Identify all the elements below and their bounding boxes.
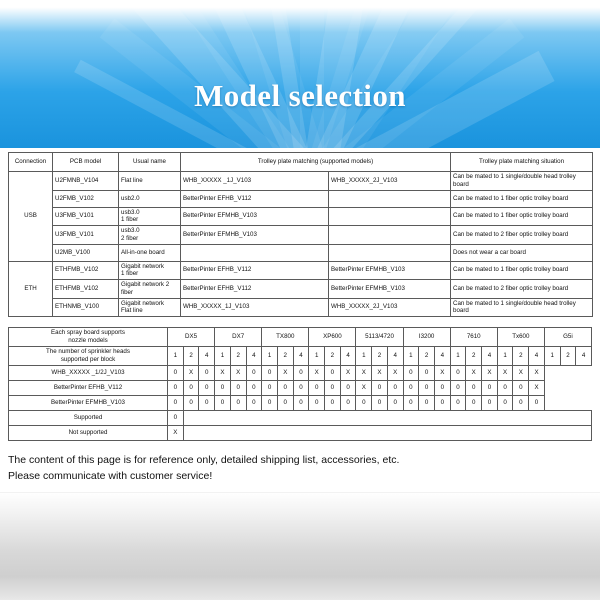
- nozzle-head-header: I3200: [403, 328, 450, 347]
- nozzle-support-table: [8, 327, 592, 441]
- nozzle-cell: 0: [387, 395, 403, 410]
- nozzle-count-header: 1: [450, 347, 466, 366]
- nozzle-head-header: DX5: [168, 328, 215, 347]
- nozzle-count-header: 2: [277, 347, 293, 366]
- nozzle-row-label: WHB_XXXXX _1/2J_V103: [9, 365, 168, 380]
- nozzle-cell: 0: [246, 380, 262, 395]
- nozzle-cell: 0: [230, 395, 246, 410]
- trolley-match-cell-2: [329, 226, 451, 245]
- col-trolley-matching: Trolley plate matching (supported models): [181, 153, 451, 172]
- trolley-match-cell-2: [329, 207, 451, 226]
- col-connection: Connection: [9, 153, 53, 172]
- nozzle-cell: 0: [340, 395, 356, 410]
- table-row: [9, 172, 593, 191]
- table-row: [9, 190, 593, 207]
- table-row: [9, 280, 593, 299]
- nozzle-cell: 0: [230, 380, 246, 395]
- nozzle-count-header: 2: [372, 347, 388, 366]
- nozzle-cell: X: [482, 365, 498, 380]
- nozzle-cell: 0: [199, 395, 215, 410]
- nozzle-cell: X: [466, 365, 482, 380]
- nozzle-cell: X: [277, 365, 293, 380]
- nozzle-cell: 0: [513, 395, 529, 410]
- nozzle-header-row: [9, 328, 592, 347]
- usual-name-cell: usb2.0: [119, 190, 181, 207]
- table-row: [9, 226, 593, 245]
- nozzle-cell: 0: [513, 380, 529, 395]
- matching-situation-cell: Does not wear a car board: [451, 244, 593, 261]
- usual-name-cell: usb3.0 1 fiber: [119, 207, 181, 226]
- nozzle-cell: 0: [450, 365, 466, 380]
- pcb-model-cell: U3FMB_V101: [53, 207, 119, 226]
- nozzle-cell: 0: [403, 380, 419, 395]
- connection-group-cell: USB: [9, 172, 53, 262]
- usual-name-cell: All-in-one board: [119, 244, 181, 261]
- footer-note: [8, 452, 592, 485]
- nozzle-cell: 0: [466, 380, 482, 395]
- nozzle-count-header: 1: [403, 347, 419, 366]
- nozzle-cell: X: [340, 365, 356, 380]
- nozzle-count-header: 2: [419, 347, 435, 366]
- trolley-match-cell-1: BetterPinter EFHB_V112: [181, 261, 329, 280]
- legend-label: Not supported: [9, 425, 168, 440]
- nozzle-data-row: [9, 380, 592, 395]
- nozzle-count-header: 4: [340, 347, 356, 366]
- nozzle-count-header: 1: [262, 347, 278, 366]
- nozzle-head-header: 7610: [450, 328, 497, 347]
- trolley-match-cell-1: BetterPinter EFMHB_V103: [181, 207, 329, 226]
- nozzle-cell: 0: [403, 395, 419, 410]
- nozzle-count-header: 2: [513, 347, 529, 366]
- nozzle-count-header: 1: [309, 347, 325, 366]
- matching-situation-cell: Can be mated to 1 single/double head trolley board: [451, 172, 593, 191]
- table-header-row: [9, 153, 593, 172]
- pcb-model-cell: ETHFMB_V102: [53, 261, 119, 280]
- nozzle-cell: 0: [293, 395, 309, 410]
- nozzle-cell: X: [356, 380, 372, 395]
- nozzle-cell: 0: [482, 380, 498, 395]
- trolley-match-cell-1: [181, 244, 329, 261]
- nozzle-sub-label: The number of sprinkler heads supported per block: [9, 347, 168, 366]
- nozzle-count-header: 4: [387, 347, 403, 366]
- footer-note-line-1: The content of this page is for reference only, detailed shipping list, accessories, etc.: [8, 454, 400, 466]
- nozzle-cell: 0: [497, 395, 513, 410]
- legend-symbol: X: [168, 425, 184, 440]
- trolley-match-cell-1: BetterPinter EFMHB_V103: [181, 226, 329, 245]
- pcb-model-cell: U2FMB_V102: [53, 190, 119, 207]
- usual-name-cell: Gigabit network 2 fiber: [119, 280, 181, 299]
- table-row: [9, 207, 593, 226]
- nozzle-count-header: 2: [230, 347, 246, 366]
- nozzle-cell: X: [372, 365, 388, 380]
- nozzle-cell: X: [183, 365, 199, 380]
- matching-situation-cell: Can be mated to 1 fiber optic trolley board: [451, 207, 593, 226]
- nozzle-cell: X: [497, 365, 513, 380]
- nozzle-count-header: 4: [293, 347, 309, 366]
- nozzle-cell: 0: [309, 395, 325, 410]
- nozzle-cell: 0: [246, 395, 262, 410]
- trolley-match-cell-1: WHB_XXXXX _1J_V103: [181, 172, 329, 191]
- table-row: [9, 298, 593, 317]
- nozzle-head-header: DX7: [215, 328, 262, 347]
- nozzle-cell: 0: [215, 395, 231, 410]
- nozzle-count-header: 1: [497, 347, 513, 366]
- nozzle-head-header: TX800: [262, 328, 309, 347]
- nozzle-data-row: [9, 365, 592, 380]
- nozzle-cell: X: [230, 365, 246, 380]
- nozzle-cell: 0: [372, 380, 388, 395]
- matching-situation-cell: Can be mated to 1 fiber optic trolley board: [451, 190, 593, 207]
- nozzle-cell: 0: [325, 365, 341, 380]
- bottom-gradient: [0, 492, 600, 600]
- nozzle-cell: X: [529, 380, 545, 395]
- trolley-match-cell-2: WHB_XXXXX_2J_V103: [329, 298, 451, 317]
- nozzle-cell: 0: [372, 395, 388, 410]
- nozzle-cell: X: [434, 365, 450, 380]
- nozzle-cell: 0: [482, 395, 498, 410]
- nozzle-cell: 0: [529, 395, 545, 410]
- nozzle-cell: 0: [356, 395, 372, 410]
- matching-situation-cell: Can be mated to 1 single/double head trolley board: [451, 298, 593, 317]
- legend-row: [9, 425, 592, 440]
- trolley-match-cell-2: BetterPinter EFMHB_V103: [329, 280, 451, 299]
- nozzle-row-label: BetterPinter EFHB_V112: [9, 380, 168, 395]
- table-row: [9, 244, 593, 261]
- nozzle-cell: 0: [262, 380, 278, 395]
- table-row: [9, 261, 593, 280]
- nozzle-cell: X: [215, 365, 231, 380]
- usual-name-cell: Gigabit network Flat line: [119, 298, 181, 317]
- nozzle-count-header: 1: [168, 347, 184, 366]
- nozzle-cell: 0: [168, 380, 184, 395]
- nozzle-cell: 0: [325, 395, 341, 410]
- nozzle-count-header: 4: [199, 347, 215, 366]
- trolley-match-cell-2: BetterPinter EFMHB_V103: [329, 261, 451, 280]
- nozzle-cell: 0: [293, 365, 309, 380]
- page-title: Model selection: [194, 78, 406, 113]
- usual-name-cell: Gigabit network 1 fiber: [119, 261, 181, 280]
- nozzle-count-header: 1: [215, 347, 231, 366]
- nozzle-head-header: 5113/4720: [356, 328, 403, 347]
- pcb-model-cell: U3FMB_V101: [53, 226, 119, 245]
- trolley-match-cell-2: WHB_XXXXX_2J_V103: [329, 172, 451, 191]
- nozzle-cell: 0: [497, 380, 513, 395]
- nozzle-cell: 0: [403, 365, 419, 380]
- nozzle-data-row: [9, 395, 592, 410]
- nozzle-cell: 0: [246, 365, 262, 380]
- matching-situation-cell: Can be mated to 1 fiber optic trolley board: [451, 261, 593, 280]
- matching-situation-cell: Can be mated to 2 fiber optic trolley board: [451, 280, 593, 299]
- nozzle-count-header: 2: [325, 347, 341, 366]
- pcb-model-cell: U2FMNB_V104: [53, 172, 119, 191]
- col-pcb-model: PCB model: [53, 153, 119, 172]
- usual-name-cell: Flat line: [119, 172, 181, 191]
- nozzle-cell: 0: [168, 365, 184, 380]
- model-selection-table: [8, 152, 593, 317]
- nozzle-cell: 0: [183, 395, 199, 410]
- nozzle-cell: 0: [387, 380, 403, 395]
- nozzle-cell: X: [387, 365, 403, 380]
- nozzle-cell: 0: [168, 395, 184, 410]
- nozzle-count-header: 1: [356, 347, 372, 366]
- nozzle-cell: 0: [340, 380, 356, 395]
- nozzle-cell: X: [529, 365, 545, 380]
- nozzle-count-header: 4: [576, 347, 592, 366]
- nozzle-cell: X: [356, 365, 372, 380]
- nozzle-cell: 0: [262, 365, 278, 380]
- nozzle-cell: 0: [309, 380, 325, 395]
- pcb-model-cell: U2MB_V100: [53, 244, 119, 261]
- nozzle-count-header: 4: [529, 347, 545, 366]
- legend-filler: [183, 410, 591, 425]
- nozzle-count-header: 2: [466, 347, 482, 366]
- trolley-match-cell-1: WHB_XXXXX_1J_V103: [181, 298, 329, 317]
- usual-name-cell: usb3.0 2 fiber: [119, 226, 181, 245]
- nozzle-cell: 0: [419, 395, 435, 410]
- col-matching-situation: Trolley plate matching situation: [451, 153, 593, 172]
- trolley-match-cell-2: [329, 244, 451, 261]
- legend-filler: [183, 425, 591, 440]
- nozzle-count-header: 4: [246, 347, 262, 366]
- trolley-match-cell-1: BetterPinter EFHB_V112: [181, 190, 329, 207]
- nozzle-head-header: XP600: [309, 328, 356, 347]
- nozzle-cell: 0: [199, 365, 215, 380]
- nozzle-cell: 0: [450, 395, 466, 410]
- nozzle-count-header: 2: [560, 347, 576, 366]
- nozzle-cell: 0: [450, 380, 466, 395]
- nozzle-head-header: Tx600: [497, 328, 544, 347]
- legend-row: [9, 410, 592, 425]
- pcb-model-cell: ETHFMB_V102: [53, 280, 119, 299]
- nozzle-count-row: [9, 347, 592, 366]
- col-usual-name: Usual name: [119, 153, 181, 172]
- footer-note-line-2: Please communicate with customer service!: [8, 470, 213, 483]
- nozzle-cell: 0: [434, 380, 450, 395]
- nozzle-cell: 0: [419, 365, 435, 380]
- nozzle-cell: 0: [199, 380, 215, 395]
- slide-content: [0, 152, 600, 441]
- nozzle-cell: 0: [466, 395, 482, 410]
- nozzle-count-header: 2: [183, 347, 199, 366]
- nozzle-head-header: G5i: [544, 328, 591, 347]
- nozzle-cell: 0: [277, 395, 293, 410]
- nozzle-count-header: 4: [434, 347, 450, 366]
- nozzle-cell: 0: [434, 395, 450, 410]
- nozzle-cell: 0: [183, 380, 199, 395]
- nozzle-cell: 0: [215, 380, 231, 395]
- nozzle-cell: X: [513, 365, 529, 380]
- legend-label: Supported: [9, 410, 168, 425]
- nozzle-cell: 0: [325, 380, 341, 395]
- nozzle-count-header: 4: [482, 347, 498, 366]
- nozzle-cell: 0: [293, 380, 309, 395]
- legend-symbol: 0: [168, 410, 184, 425]
- nozzle-cell: 0: [419, 380, 435, 395]
- nozzle-cell: 0: [277, 380, 293, 395]
- nozzle-corner-label: Each spray board supports nozzle models: [9, 328, 168, 347]
- nozzle-cell: 0: [262, 395, 278, 410]
- banner-rays: [0, 0, 600, 148]
- trolley-match-cell-2: [329, 190, 451, 207]
- nozzle-count-header: 1: [544, 347, 560, 366]
- connection-group-cell: ETH: [9, 261, 53, 317]
- trolley-match-cell-1: BetterPinter EFHB_V112: [181, 280, 329, 299]
- nozzle-cell: X: [309, 365, 325, 380]
- nozzle-row-label: BetterPinter EFMHB_V103: [9, 395, 168, 410]
- header-banner: [0, 0, 600, 148]
- matching-situation-cell: Can be mated to 2 fiber optic trolley board: [451, 226, 593, 245]
- pcb-model-cell: ETHNMB_V100: [53, 298, 119, 317]
